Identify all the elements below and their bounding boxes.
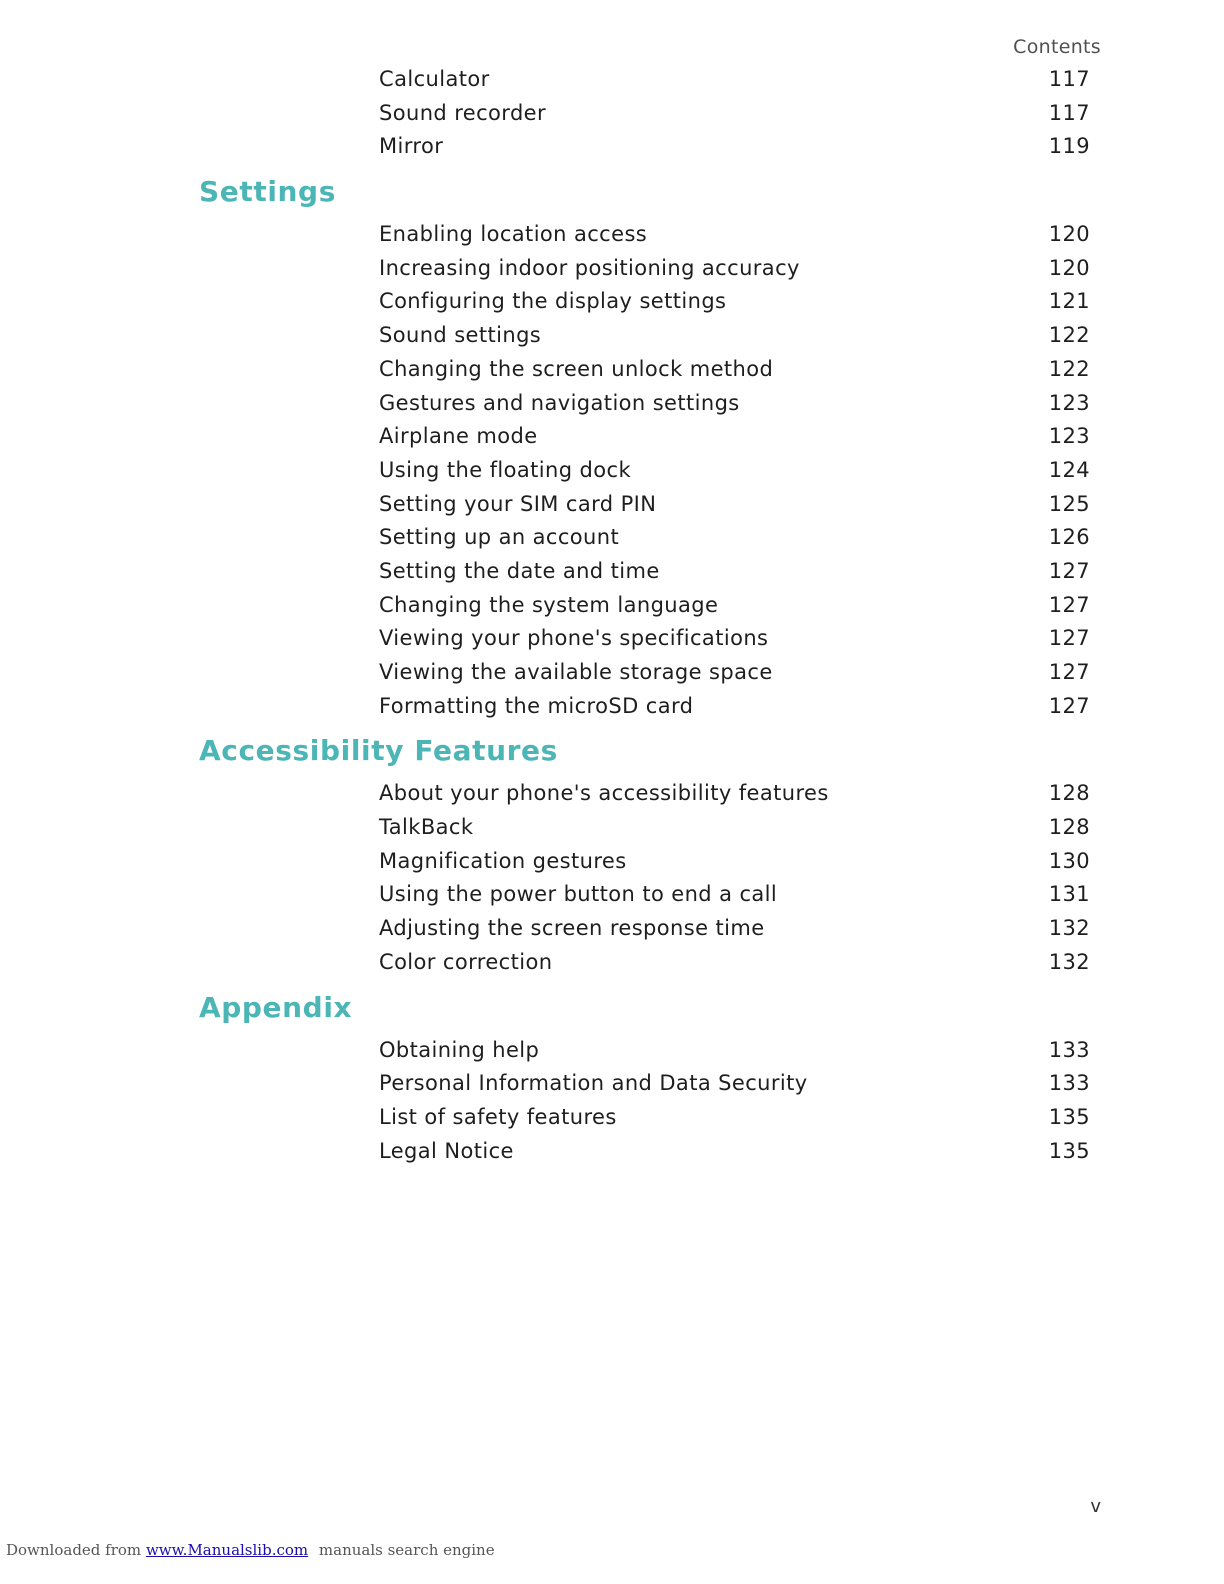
footer-suffix: manuals search engine: [318, 1541, 495, 1559]
toc-entry-title: Using the power button to end a call: [379, 882, 778, 907]
toc-entry-title: Magnification gestures: [379, 848, 627, 873]
table-of-contents: [0, 64, 1224, 1169]
toc-entry[interactable]: [0, 657, 1224, 691]
toc-entry[interactable]: [0, 522, 1224, 556]
toc-entry[interactable]: [0, 253, 1224, 287]
toc-entry-title: Setting the date and time: [379, 558, 660, 583]
section-heading-accessibility-features[interactable]: [0, 724, 1224, 778]
toc-entry-page: 132: [1048, 916, 1090, 941]
page-number: v: [1090, 1496, 1101, 1517]
toc-entry-title: Changing the screen unlock method: [379, 356, 774, 381]
toc-entry[interactable]: [0, 879, 1224, 913]
toc-entry-title: Mirror: [379, 134, 444, 159]
toc-entry-title: Viewing your phone's specifications: [379, 626, 769, 651]
toc-entry-page: 135: [1048, 1138, 1090, 1163]
toc-entry[interactable]: [0, 131, 1224, 165]
toc-entry-page: 126: [1048, 525, 1090, 550]
toc-entry-page: 121: [1048, 289, 1090, 314]
toc-entry[interactable]: [0, 320, 1224, 354]
toc-entry-title: Adjusting the screen response time: [379, 916, 765, 941]
toc-entry-page: 130: [1048, 848, 1090, 873]
toc-entry-title: Airplane mode: [379, 424, 538, 449]
toc-entry-page: 131: [1048, 882, 1090, 907]
toc-entry-title: List of safety features: [379, 1104, 617, 1129]
section-heading-appendix[interactable]: [0, 981, 1224, 1035]
toc-entry-page: 119: [1048, 134, 1090, 159]
toc-entry-title: Setting up an account: [379, 525, 620, 550]
section-title: Accessibility Features: [199, 734, 558, 768]
toc-entry[interactable]: [0, 455, 1224, 489]
toc-entry-title: Sound recorder: [379, 100, 547, 125]
toc-entry-title: Legal Notice: [379, 1138, 514, 1163]
toc-entry[interactable]: [0, 1035, 1224, 1069]
toc-entry-page: 127: [1048, 660, 1090, 684]
toc-entry-page: 123: [1048, 424, 1090, 449]
toc-entry[interactable]: [0, 421, 1224, 455]
manualslib-link[interactable]: www.Manualslib.com: [145, 1541, 309, 1559]
page-header-contents: Contents: [1013, 36, 1101, 58]
footer-prefix: Downloaded from: [6, 1541, 142, 1559]
toc-entry-title: Obtaining help: [379, 1037, 540, 1062]
toc-entry-title: Color correction: [379, 949, 553, 974]
toc-entry-page: 128: [1048, 781, 1090, 806]
toc-entry-page: 128: [1048, 815, 1090, 840]
section-heading-settings[interactable]: [0, 165, 1224, 219]
toc-entry-title: Calculator: [379, 67, 490, 91]
toc-entry-title: Formatting the microSD card: [379, 693, 694, 718]
toc-entry-page: 123: [1048, 390, 1090, 415]
toc-entry-page: 124: [1048, 457, 1090, 482]
toc-entry-title: Gestures and navigation settings: [379, 390, 740, 415]
toc-entry-page: 120: [1048, 255, 1090, 280]
toc-entry[interactable]: [0, 489, 1224, 523]
toc-entry-title: About your phone's accessibility features: [379, 781, 829, 806]
toc-entry[interactable]: [0, 812, 1224, 846]
toc-entry-title: Viewing the available storage space: [379, 660, 773, 684]
toc-entry[interactable]: [0, 286, 1224, 320]
toc-entry[interactable]: [0, 623, 1224, 657]
toc-entry-title: Sound settings: [379, 323, 542, 348]
toc-entry-title: Setting your SIM card PIN: [379, 491, 657, 516]
toc-entry[interactable]: [0, 1136, 1224, 1170]
toc-entry[interactable]: [0, 354, 1224, 388]
toc-entry[interactable]: [0, 846, 1224, 880]
toc-entry[interactable]: [0, 1068, 1224, 1102]
toc-entry[interactable]: [0, 98, 1224, 132]
toc-entry[interactable]: [0, 219, 1224, 253]
section-title: Appendix: [199, 990, 353, 1024]
toc-entry-page: 117: [1048, 100, 1090, 125]
toc-entry[interactable]: [0, 1102, 1224, 1136]
toc-entry-page: 127: [1048, 693, 1090, 718]
toc-entry[interactable]: [0, 691, 1224, 725]
toc-entry[interactable]: [0, 590, 1224, 624]
toc-entry-page: 120: [1048, 222, 1090, 247]
toc-entry-page: 127: [1048, 592, 1090, 617]
download-footer: [6, 1541, 495, 1559]
toc-entry[interactable]: [0, 64, 1224, 98]
toc-entry-page: 133: [1048, 1037, 1090, 1062]
toc-entry-page: 127: [1048, 558, 1090, 583]
toc-entry[interactable]: [0, 947, 1224, 981]
toc-entry-page: 135: [1048, 1104, 1090, 1129]
section-title: Settings: [199, 175, 336, 209]
toc-entry-title: Configuring the display settings: [379, 289, 727, 314]
toc-entry-title: Increasing indoor positioning accuracy: [379, 255, 800, 280]
toc-entry-page: 122: [1048, 356, 1090, 381]
toc-entry-page: 132: [1048, 949, 1090, 974]
toc-entry-page: 127: [1048, 626, 1090, 651]
toc-entry-title: Using the floating dock: [379, 457, 632, 482]
toc-entry[interactable]: [0, 556, 1224, 590]
toc-entry-title: Changing the system language: [379, 592, 719, 617]
toc-entry-title: Personal Information and Data Security: [379, 1071, 808, 1096]
toc-entry[interactable]: [0, 913, 1224, 947]
toc-entry-page: 117: [1048, 67, 1090, 91]
toc-entry[interactable]: [0, 778, 1224, 812]
toc-entry-page: 122: [1048, 323, 1090, 348]
toc-entry-title: Enabling location access: [379, 222, 648, 247]
toc-entry-title: TalkBack: [379, 815, 474, 840]
toc-entry-page: 133: [1048, 1071, 1090, 1096]
toc-entry[interactable]: [0, 388, 1224, 422]
toc-entry-page: 125: [1048, 491, 1090, 516]
